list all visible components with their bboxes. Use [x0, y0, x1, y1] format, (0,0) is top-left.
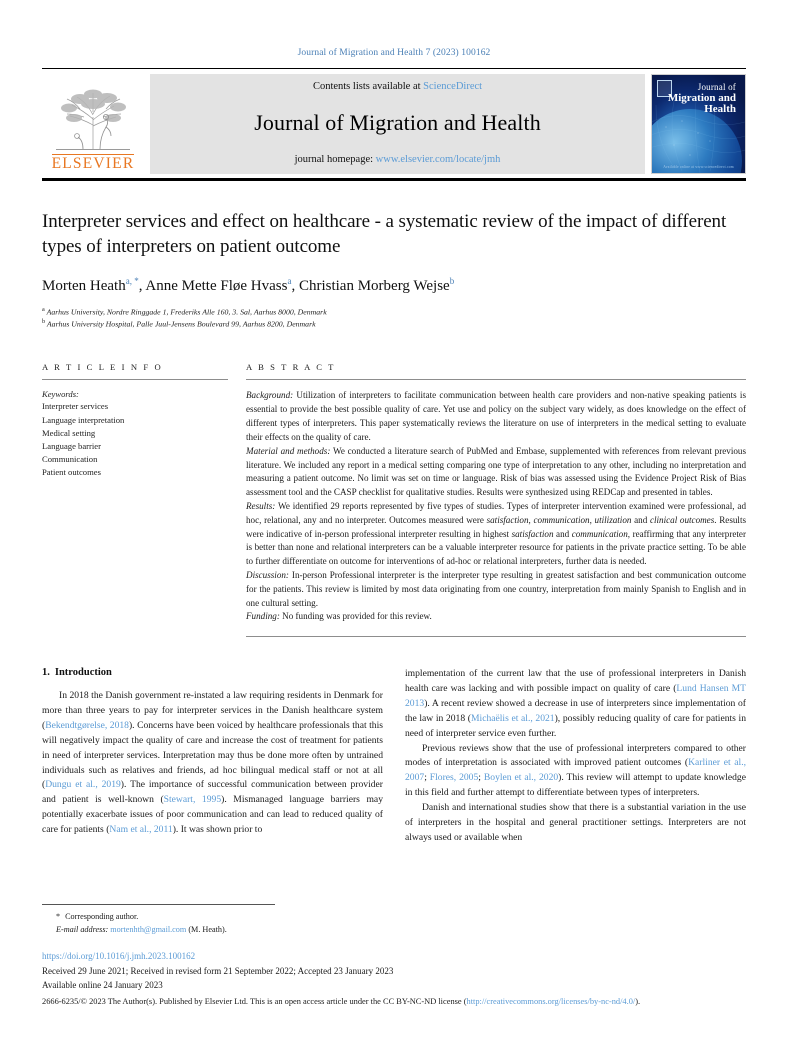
- journal-homepage-line: [295, 154, 501, 165]
- contents-available-line: [313, 81, 482, 92]
- footer-area: [42, 904, 746, 1008]
- affiliation-marker: b: [42, 317, 46, 325]
- elsevier-logo: [42, 74, 144, 174]
- homepage-prefix: journal homepage:: [294, 154, 376, 165]
- citation-link[interactable]: Lund Hansen MT 2013: [405, 683, 746, 709]
- copyright-line: 2666-6235/© 2023 The Author(s). Published by Elsevier Ltd. This is an open access article under the CC BY-NC-ND license (http://creativecommons.org/licenses/by-nc-nd/4.0/).: [42, 996, 641, 1006]
- footnote-rule: [42, 904, 275, 905]
- cover-title-line2: Migration and: [667, 91, 736, 104]
- body-column-right: [405, 667, 746, 845]
- paragraph: Danish and international studies show that there is a substantial variation in the use of interpreters in the hospital and general practitioner settings. Interpreters are not always used or available when: [405, 801, 746, 843]
- journal-title: Journal of Migration and Health: [254, 110, 541, 135]
- affiliation-item: [42, 318, 746, 330]
- paragraph: In 2018 the Danish government re-instated a law requiring residents in Denmark for more than three years to pay for interpreter services in the Danish healthcare system (Bekendtgørelse, 2018). Concerns have been voiced by healthcare professionals that this will negatively impact the quality of care and increase the cost of treatment for patients in need of interpreter services. Interpretation may thus be done more often by untrained individuals such as relatives and friends, ad hoc bilingual medical staff or not at all (Dungu et al., 2019). The importance of successful communication between provider and patient is well-known (Stewart, 1995). Mismanaged language barriers may potentially exacerbate issues of poor communication and can lead to reduced quality of care for patients (Nam et al., 2011). It was shown prior to: [42, 690, 383, 835]
- body-columns: [42, 667, 746, 845]
- received-line: Received 29 June 2021; Received in revised form 21 September 2022; Accepted 23 January 2023: [42, 965, 394, 976]
- intro-left-text: [42, 689, 383, 838]
- corresponding-marker: *: [56, 912, 61, 922]
- email-note: [56, 924, 746, 936]
- article-info-column: [42, 362, 228, 637]
- elsevier-tree-icon: [50, 87, 136, 153]
- intro-right-text: [405, 667, 746, 845]
- elsevier-wordmark: ELSEVIER: [51, 154, 135, 172]
- abstract-section: Results: We identified 29 reports represented by five types of studies. Types of interpreter intervention examined were professional, ad hoc, relational, any and no interpreter. Outcomes measured were satisfaction, communication, utilization and clinical outcomes. Results were indicative of in-person professional interpreter resulting in highest satisfaction and communication, reaffirming that any interpreter is better than none and relational interpreters can be a valuable interpreter resource for patients in the private practice setting. To be able to further differentiate on outcome for interventions of ad-hoc or relational interpreters, further data is needed.: [246, 500, 747, 567]
- abstract-column: [246, 362, 746, 637]
- citation-link[interactable]: Flores, 2005: [429, 772, 479, 784]
- available-online-line: Available online 24 January 2023: [42, 980, 163, 991]
- abstract-section: Material and methods: We conducted a literature search of PubMed and Embase, supplemented with references from relevant previous literature. We included any report in a medical setting comparing one type of interpretation to any other, including no interpretation and measuring a patient outcome. No limit was set on time or language. Risk of bias was assessed using the Evidence Project Risk of Bias assessment tool and the CASP checklist for qualitative studies. Results were synthesized using REDCap and presented in tables.: [246, 445, 746, 498]
- keywords-list: [42, 400, 228, 478]
- abstract-section-label: Results:: [246, 500, 276, 511]
- contents-prefix: Contents lists available at: [312, 81, 424, 92]
- cover-title: [652, 83, 741, 116]
- section-heading-introduction: [42, 667, 383, 678]
- citation-link[interactable]: Stewart, 1995: [163, 794, 222, 806]
- journal-cover-thumbnail: [651, 74, 746, 174]
- abstract-section-label: Material and methods:: [246, 445, 331, 456]
- masthead-center-panel: [150, 74, 645, 174]
- doi-link[interactable]: https://doi.org/10.1016/j.jmh.2023.100162: [42, 950, 196, 961]
- abstract-rule-top: [246, 379, 746, 380]
- cover-title-line3: Health: [704, 103, 736, 116]
- body-column-left: [42, 667, 383, 845]
- author-list: Morten Heath$^{a, *}$, Anne Mette Fløe Hvass$^a$, Christian Morberg Wejse$^b$: [42, 276, 455, 295]
- citation-link[interactable]: Dungu et al., 2019: [45, 779, 121, 791]
- info-abstract-row: [42, 362, 746, 637]
- page-title: Interpreter services and effect on healthcare - a systematic review of the impact of different types of interpreters on patient outcome: [42, 211, 727, 258]
- abstract-heading: A B S T R A C T: [246, 362, 336, 373]
- masthead-bottom-rule: [42, 178, 746, 181]
- cover-title-line1: Journal of: [697, 82, 736, 92]
- abstract-section: Funding: No funding was provided for this review.: [246, 611, 432, 622]
- keywords-label: Keywords:: [42, 389, 79, 400]
- keyword-item: Interpreter services: [42, 401, 109, 412]
- cover-footer-text: Available online at www.sciencedirect.com: [663, 165, 734, 169]
- citation-link[interactable]: Michaëlis et al., 2021: [471, 712, 555, 724]
- corresponding-author-note: [56, 911, 746, 923]
- running-head: Journal of Migration and Health 7 (2023) 100162: [297, 48, 491, 58]
- section-number: 1.: [42, 667, 50, 679]
- citation-link[interactable]: Karliner et al., 2007: [405, 757, 746, 784]
- keyword-item: Language barrier: [42, 440, 101, 451]
- abstract-section-label: Background:: [246, 390, 294, 401]
- email-suffix: (M. Heath).: [188, 924, 227, 934]
- email-link[interactable]: mortenhth@gmail.com: [110, 924, 187, 934]
- section-title: Introduction: [54, 667, 112, 679]
- license-link[interactable]: http://creativecommons.org/licenses/by-nc-nd/4.0/: [466, 996, 636, 1006]
- keyword-item: Communication: [42, 453, 98, 464]
- abstract-body: [246, 389, 746, 624]
- keyword-item: Patient outcomes: [42, 466, 101, 477]
- affiliation-text: Aarhus University, Nordre Ringgade 1, Frederiks Alle 160, 3. Sal, Aarhus 8000, Denmark: [46, 307, 327, 317]
- affiliation-text: Aarhus University Hospital, Palle Juul-Jensens Boulevard 99, Aarhus 8200, Denmark: [46, 319, 316, 329]
- sciencedirect-link[interactable]: ScienceDirect: [423, 81, 483, 92]
- keyword-item: Language interpretation: [42, 414, 125, 425]
- title-block: [42, 209, 746, 329]
- article-info-rule: [42, 379, 228, 380]
- citation-link[interactable]: Boylen et al., 2020: [483, 772, 559, 784]
- corresponding-text: Corresponding author.: [65, 912, 139, 922]
- abstract-rule-bottom: [246, 636, 746, 637]
- journal-masthead: [42, 68, 746, 174]
- keyword-item: Medical setting: [42, 427, 96, 438]
- affiliation-item: [42, 306, 746, 318]
- email-label: E-mail address:: [56, 924, 109, 934]
- affiliation-marker: a: [42, 305, 45, 313]
- journal-homepage-link[interactable]: www.elsevier.com/locate/jmh: [375, 154, 501, 165]
- abstract-section-label: Discussion:: [246, 570, 289, 580]
- abstract-section: Background: Utilization of interpreters to facilitate communication between health care providers and non-native speaking patients is essential to provide the best possible quality of care. Yet use and policy on the subject vary widely, as does knowledge on the effect of different types of interpreters. This paper systematically reviews the literature on use of interpreters in the medical setting to evaluate their effects on the quality of care.: [246, 390, 746, 442]
- abstract-section: Discussion: In-person Professional interpreter is the interpreter type resulting in greatest satisfaction and best communication outcome for the patients. This review is limited by most data originating from one country, interpretation from mainly Spanish to English and in one cultural setting.: [246, 570, 746, 608]
- paragraph: implementation of the current law that the use of professional interpreters in Danish health care was lacking and with possible impact on quality of care (Lund Hansen MT 2013). A recent review showed a decrease in use of interpreters since implementation of the law in 2018 (Michaëlis et al., 2021), possibly reducing quality of care for patients in need of interpreter service even further.: [405, 668, 747, 739]
- article-info-heading: A R T I C L E I N F O: [42, 362, 163, 373]
- citation-link[interactable]: Bekendtgørelse, 2018: [45, 719, 129, 731]
- affiliation-list: [42, 306, 746, 330]
- abstract-section-label: Funding:: [246, 611, 280, 622]
- citation-link[interactable]: Nam et al., 2011: [109, 823, 173, 835]
- paragraph: Previous reviews show that the use of professional interpreters compared to other modes of interpretation is associated with improved patient outcomes (Karliner et al., 2007; Flores, 2005; Boylen et al., 2020). This review will attempt to update knowledge in this field and further attempt to differentiate between types of interpreters.: [405, 742, 746, 799]
